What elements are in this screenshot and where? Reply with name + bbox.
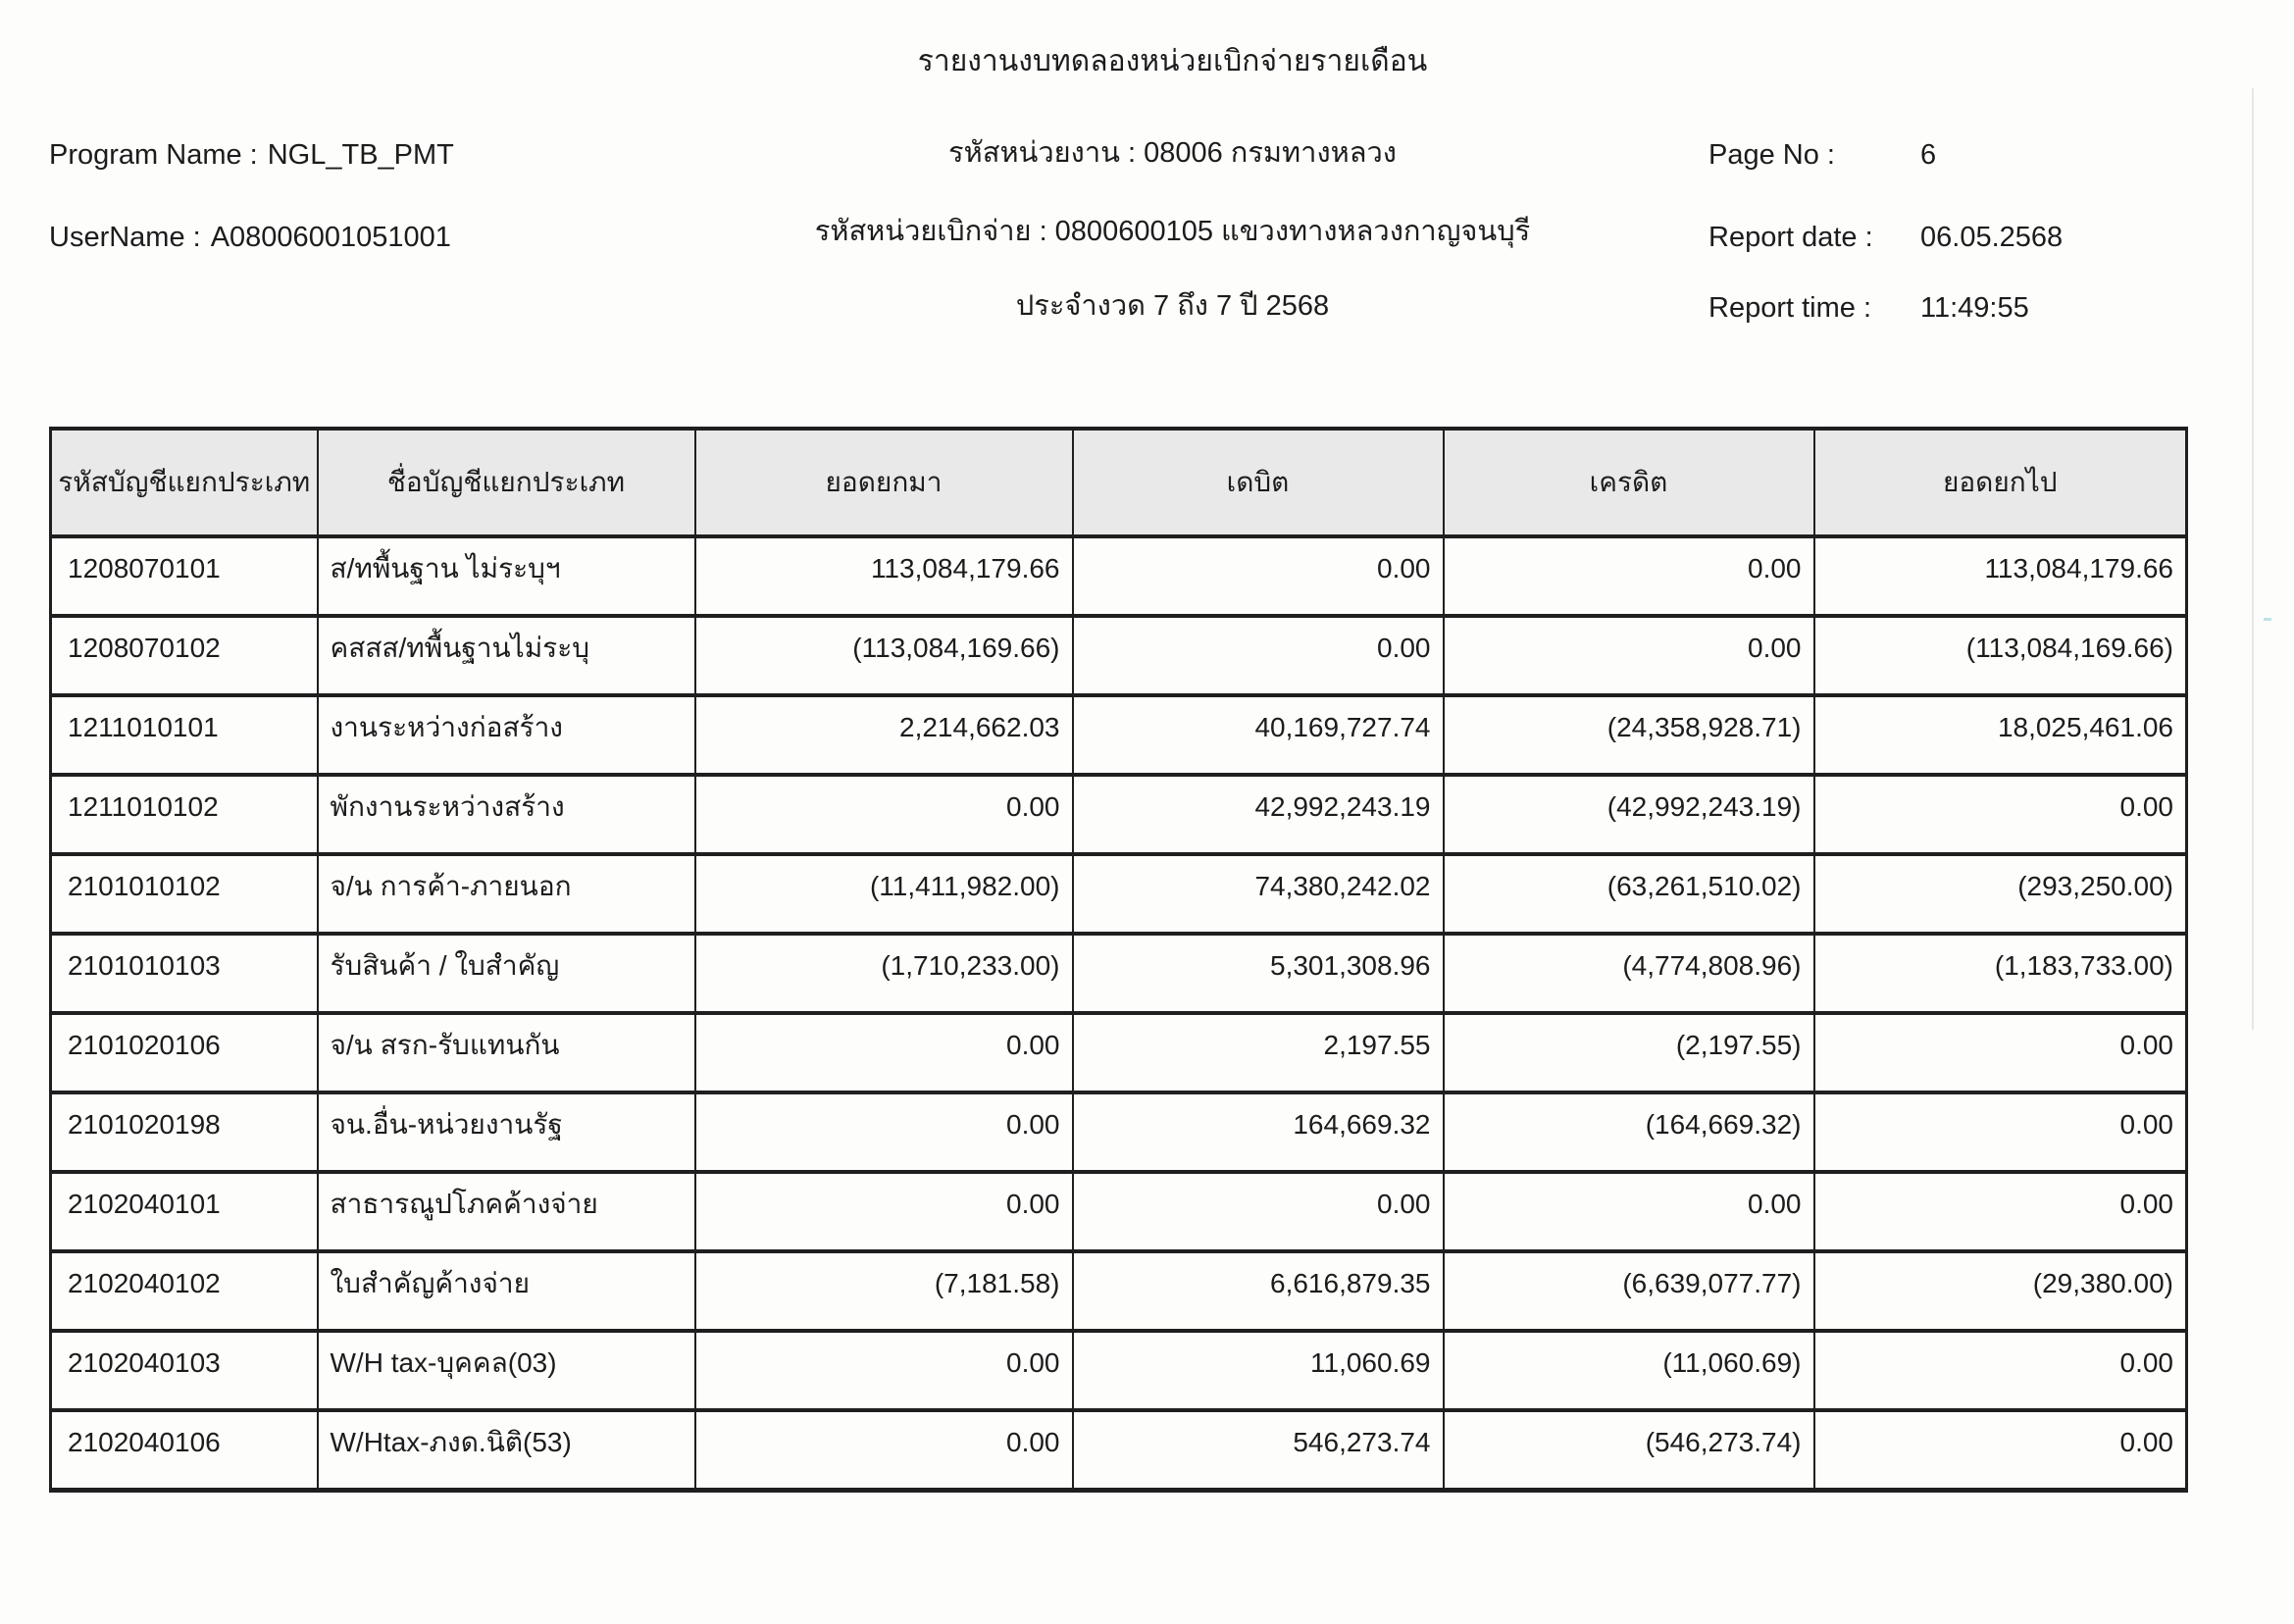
carried-forward-cell: (29,380.00) [1814,1251,2187,1331]
credit-cell: 0.00 [1444,616,1814,695]
table-header-row [51,429,2187,536]
page-number-line [1708,137,1936,173]
credit-cell: (6,639,077.77) [1444,1251,1814,1331]
carried-forward-cell: (113,084,169.66) [1814,616,2187,695]
report-time-value: 11:49:55 [1920,292,2029,324]
table-row [51,775,2187,854]
credit-cell: (42,992,243.19) [1444,775,1814,854]
debit-cell: 42,992,243.19 [1073,775,1444,854]
account-code-cell: 1208070102 [51,616,318,695]
credit-cell: 0.00 [1444,536,1814,616]
table-row [51,695,2187,775]
carried-forward-cell: 0.00 [1814,1013,2187,1092]
credit-cell: (4,774,808.96) [1444,934,1814,1013]
page-number-value: 6 [1920,139,1937,171]
carried-forward-cell: 0.00 [1814,1331,2187,1410]
report-time-line [1708,290,2029,326]
account-name-cell: ส/ทพื้นฐาน ไม่ระบุฯ [318,536,695,616]
table-row [51,854,2187,934]
credit-cell: (24,358,928.71) [1444,695,1814,775]
debit-cell: 0.00 [1073,616,1444,695]
col-header-brought-forward: ยอดยกมา [695,429,1073,536]
account-code-cell: 2102040106 [51,1410,318,1490]
credit-cell: 0.00 [1444,1172,1814,1251]
debit-cell: 164,669.32 [1073,1092,1444,1172]
credit-cell: (164,669.32) [1444,1092,1814,1172]
brought-forward-cell: 0.00 [695,1331,1073,1410]
period-line: ประจำงวด 7 ถึง 7 ปี 2568 [1015,290,1330,322]
account-name-cell: ใบสำคัญค้างจ่าย [318,1251,695,1331]
debit-cell: 2,197.55 [1073,1013,1444,1092]
page-number-label: Page No : [1708,139,1835,171]
account-code-cell: 2102040101 [51,1172,318,1251]
col-header-debit: เดบิต [1073,429,1444,536]
brought-forward-cell: (113,084,169.66) [695,616,1073,695]
report-title: รายงานงบทดลองหน่วยเบิกจ่ายรายเดือน [917,45,1428,77]
report-date-line [1708,220,2063,255]
table-row [51,536,2187,616]
carried-forward-cell: 0.00 [1814,775,2187,854]
disbursement-unit-line: รหัสหน่วยเบิกจ่าย : 0800600105 แขวงทางหลวงกาญจนบุรี [814,216,1531,247]
brought-forward-cell: 2,214,662.03 [695,695,1073,775]
carried-forward-cell: 0.00 [1814,1092,2187,1172]
credit-cell: (2,197.55) [1444,1013,1814,1092]
debit-cell: 40,169,727.74 [1073,695,1444,775]
account-name-cell: จ/น การค้า-ภายนอก [318,854,695,934]
account-code-cell: 2101020106 [51,1013,318,1092]
credit-cell: (11,060.69) [1444,1331,1814,1410]
brought-forward-cell: 0.00 [695,1092,1073,1172]
username-line [49,220,451,255]
account-name-cell: รับสินค้า / ใบสำคัญ [318,934,695,1013]
brought-forward-cell: 0.00 [695,1410,1073,1490]
credit-cell: (63,261,510.02) [1444,854,1814,934]
brought-forward-cell: (1,710,233.00) [695,934,1073,1013]
account-name-cell: W/H tax-บุคคล(03) [318,1331,695,1410]
account-name-cell: จ/น สรก-รับแทนกัน [318,1013,695,1092]
debit-cell: 546,273.74 [1073,1410,1444,1490]
program-name-line [49,137,454,173]
report-date-value: 06.05.2568 [1920,222,2064,253]
account-code-cell: 2102040103 [51,1331,318,1410]
carried-forward-cell: 18,025,461.06 [1814,695,2187,775]
table-row [51,1251,2187,1331]
account-name-cell: พักงานระหว่างสร้าง [318,775,695,854]
debit-cell: 5,301,308.96 [1073,934,1444,1013]
credit-cell: (546,273.74) [1444,1410,1814,1490]
table-row [51,1092,2187,1172]
account-code-cell: 1208070101 [51,536,318,616]
account-name-cell: จน.อื่น-หน่วยงานรัฐ [318,1092,695,1172]
table-row [51,616,2187,695]
debit-cell: 0.00 [1073,536,1444,616]
report-date-label: Report date : [1708,222,1873,253]
trial-balance-table [49,427,2188,1493]
scan-edge-line [2252,88,2254,1030]
brought-forward-cell: 0.00 [695,1172,1073,1251]
carried-forward-cell: (293,250.00) [1814,854,2187,934]
table-row [51,1172,2187,1251]
table-row [51,1410,2187,1490]
brought-forward-cell: 113,084,179.66 [695,536,1073,616]
carried-forward-cell: 0.00 [1814,1172,2187,1251]
table-body [51,536,2187,1490]
account-code-cell: 2101020198 [51,1092,318,1172]
agency-code-line: รหัสหน่วยงาน : 08006 กรมทางหลวง [948,137,1397,169]
program-name-label: Program Name : [49,139,258,171]
account-name-cell: คสสส/ทพื้นฐานไม่ระบุ [318,616,695,695]
table-row [51,934,2187,1013]
account-name-cell: งานระหว่างก่อสร้าง [318,695,695,775]
account-code-cell: 1211010102 [51,775,318,854]
username-label: UserName : [49,222,201,253]
account-name-cell: สาธารณูปโภคค้างจ่าย [318,1172,695,1251]
brought-forward-cell: 0.00 [695,775,1073,854]
carried-forward-cell: 0.00 [1814,1410,2187,1490]
debit-cell: 74,380,242.02 [1073,854,1444,934]
scan-speck [2264,618,2271,621]
col-header-account-name: ชื่อบัญชีแยกประเภท [318,429,695,536]
debit-cell: 11,060.69 [1073,1331,1444,1410]
report-time-label: Report time : [1708,292,1871,324]
account-code-cell: 1211010101 [51,695,318,775]
brought-forward-cell: 0.00 [695,1013,1073,1092]
account-code-cell: 2101010102 [51,854,318,934]
table-row [51,1331,2187,1410]
account-name-cell: W/Htax-ภงด.นิติ(53) [318,1410,695,1490]
table-row [51,1013,2187,1092]
debit-cell: 0.00 [1073,1172,1444,1251]
account-code-cell: 2102040102 [51,1251,318,1331]
debit-cell: 6,616,879.35 [1073,1251,1444,1331]
col-header-account-code: รหัสบัญชีแยกประเภท [51,429,318,536]
account-code-cell: 2101010103 [51,934,318,1013]
brought-forward-cell: (11,411,982.00) [695,854,1073,934]
col-header-credit: เครดิต [1444,429,1814,536]
col-header-carried-forward: ยอดยกไป [1814,429,2187,536]
carried-forward-cell: (1,183,733.00) [1814,934,2187,1013]
username-value: A08006001051001 [210,222,451,253]
carried-forward-cell: 113,084,179.66 [1814,536,2187,616]
program-name-value: NGL_TB_PMT [267,139,454,171]
brought-forward-cell: (7,181.58) [695,1251,1073,1331]
